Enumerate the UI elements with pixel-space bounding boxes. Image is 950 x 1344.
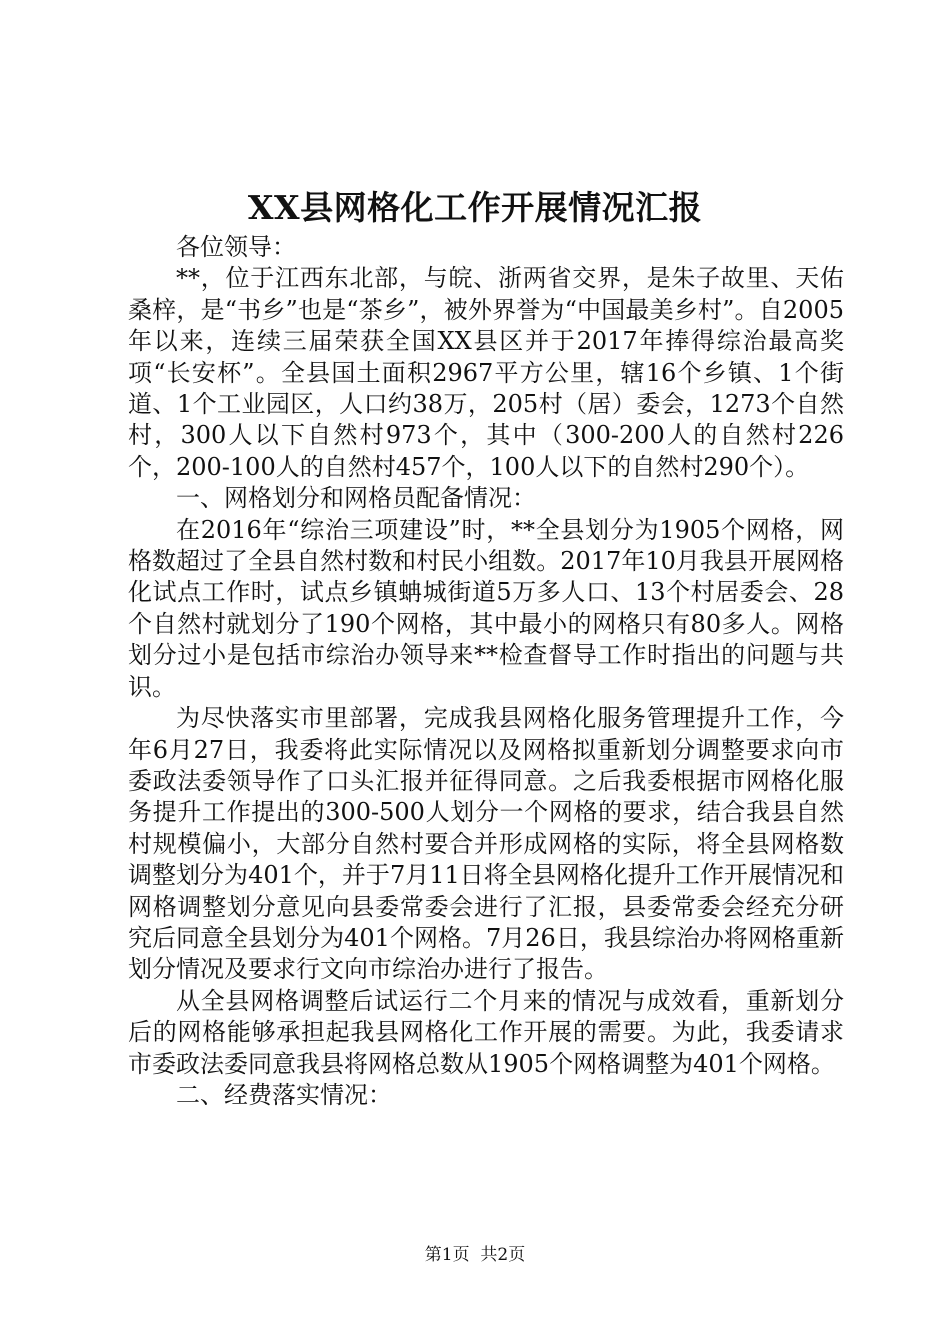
section-heading-grid-division: 一、网格划分和网格员配备情况： [176, 484, 536, 513]
salutation: 各位领导： [176, 233, 296, 261]
paragraph-grid-request: 从全县网格调整后试运行二个月来的情况与成效看，重新划分后的网格能够承担起我县网格化工作开展的需要。为此，我委请求市委政法委同意我县将网格总数从1905个网格调整为401个网格。 [128, 986, 844, 1078]
paragraph-grid-division-history: 在2016年“综治三项建设”时，**全县划分为1905个网格，网格数超过了全县自然村数和村民小组数。2017年10月我县开展网格化试点工作时，试点乡镇蚺城街道5万多人口、13个村居委会、28个自然村就划分了190个网格，其中最小的网格只有80多人。网格划分过小是包括市综治办领导来**检查督导工作时指出的问题与共识。 [128, 515, 844, 701]
intro-paragraph: **，位于江西东北部，与皖、浙两省交界，是朱子故里、天佑桑梓，是“书乡”也是“茶乡”，被外界誉为“中国最美乡村”。自2005年以来，连续三届荣获全国XX县区并于2017年捧得综治最高奖项“长安杯”。全县国土面积2967平方公里，辖16个乡镇、1个街道、1个工业园区，人口约38万，205村（居）委会，1273个自然村，300人以下自然村973个，其中（300-200人的自然村226个，200-100人的自然村457个，100人以下的自然村290个）。 [128, 264, 844, 481]
paragraph-grid-adjustment: 为尽快落实市里部署，完成我县网格化服务管理提升工作，今年6月27日，我委将此实际情况以及网格拟重新划分调整要求向市委政法委领导作了口头汇报并征得同意。之后我委根据市网格化服务提升工作提出的300-500人划分一个网格的要求，结合我县自然村规模偏小，大部分自然村要合并形成网格的实际，将全县网格数调整划分为401个，并于7月11日将全县网格化提升工作开展情况和网格调整划分意见向县委常委会进行了汇报，县委常委会经充分研究后同意全县划分为401个网格。7月26日，我县综治办将网格重新划分情况及要求行文向市综治办进行了报告。 [128, 704, 844, 984]
section-heading-funding: 二、经费落实情况： [176, 1080, 392, 1109]
document-title: XX县网格化工作开展情况汇报 [247, 188, 703, 227]
page-footer [0, 1243, 950, 1267]
page-number: 第1页 [424, 1245, 470, 1265]
page-total: 共2页 [480, 1245, 526, 1265]
document-body [128, 232, 844, 1111]
